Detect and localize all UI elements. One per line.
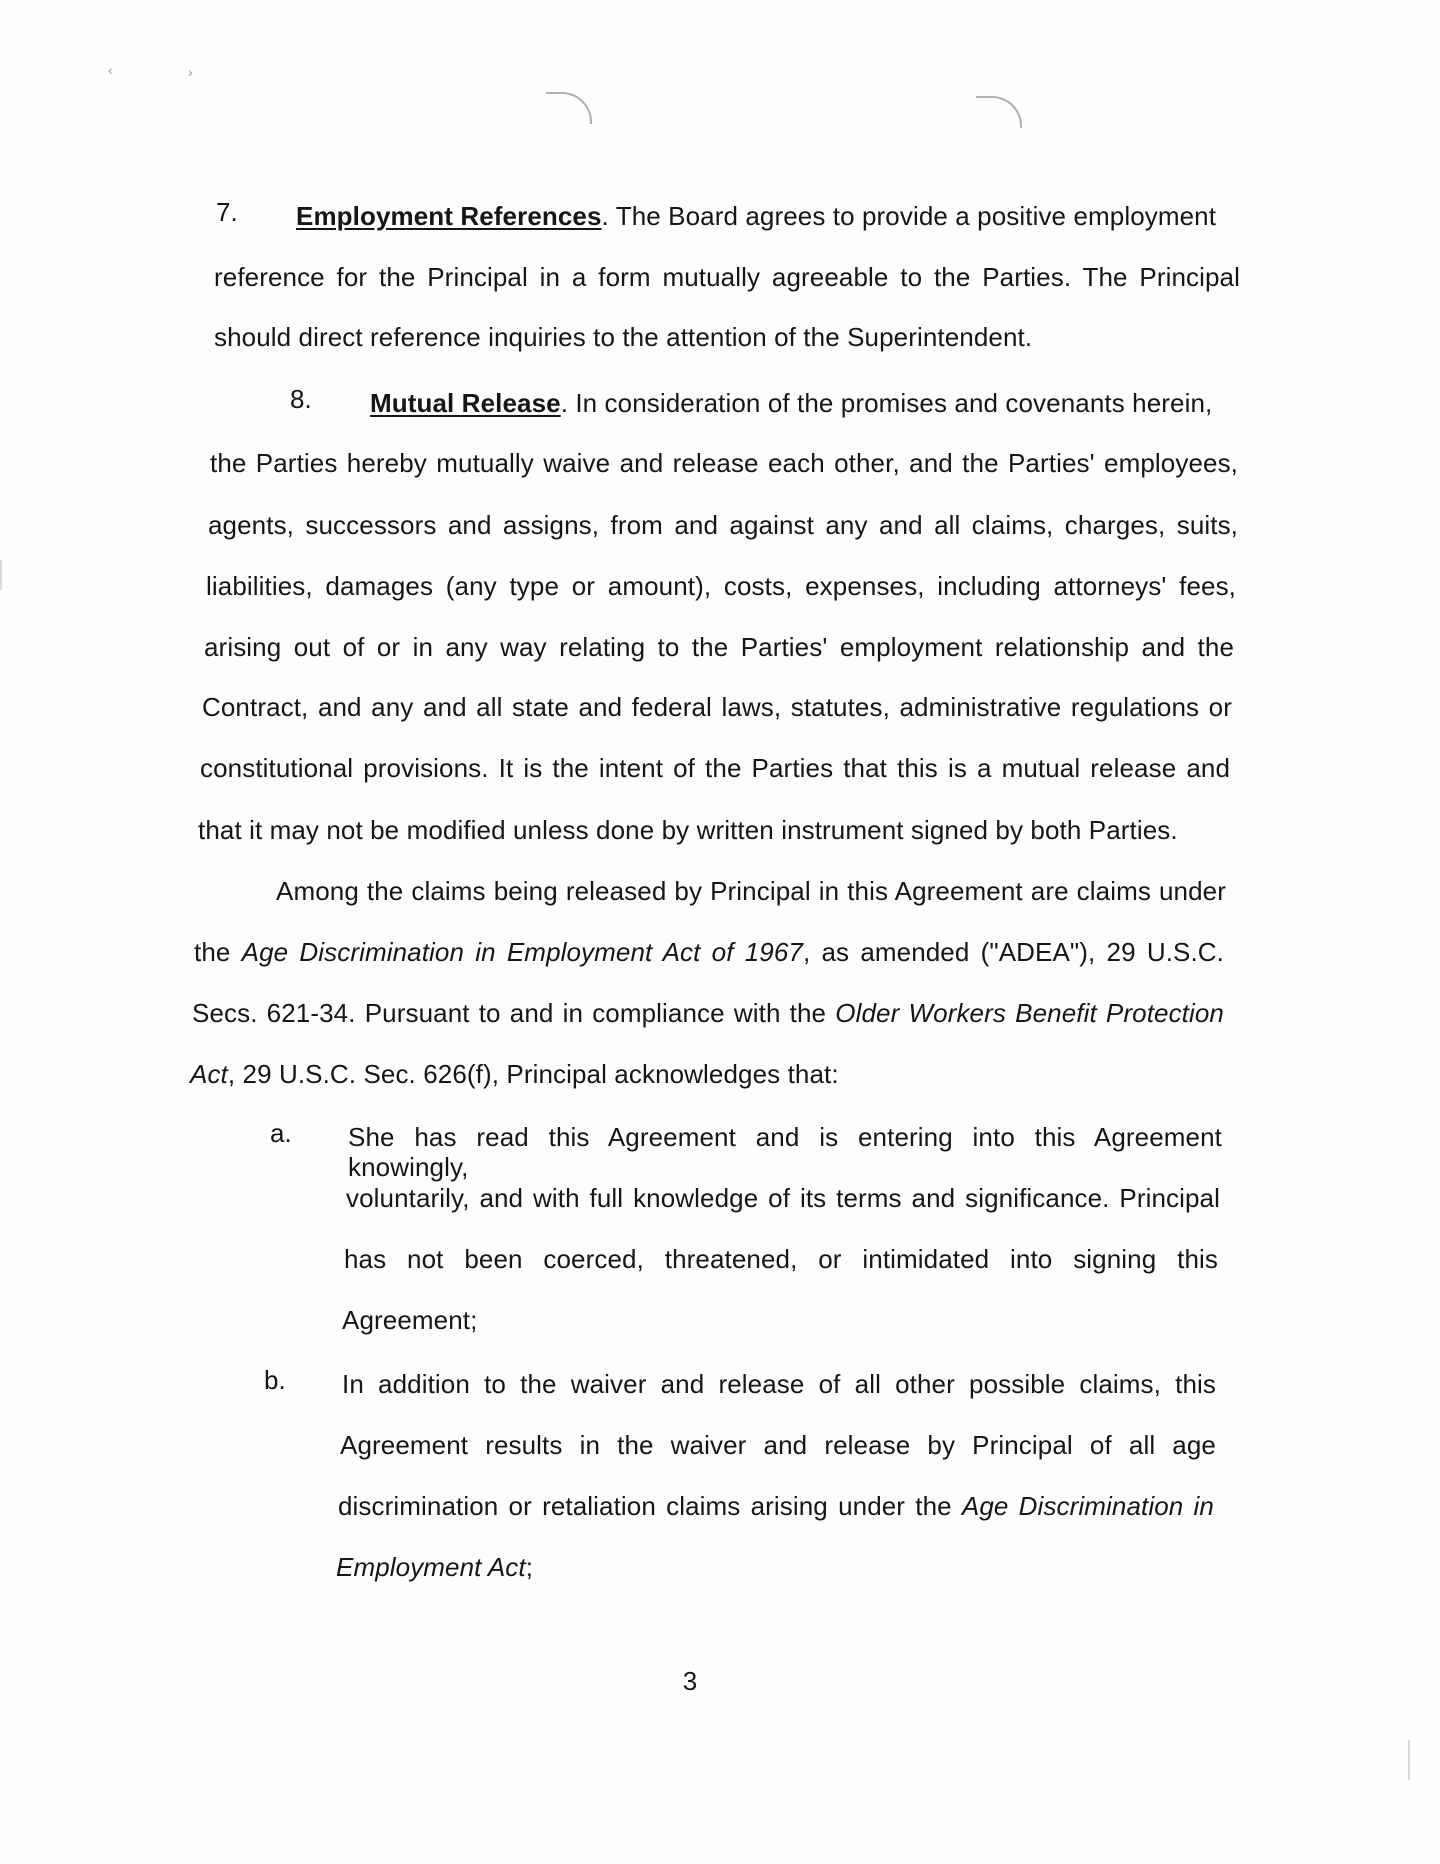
adea-text: the: [194, 937, 242, 967]
item-b-line: Agreement results in the waiver and release by Principal of all age: [340, 1430, 1216, 1460]
scan-mark: ‹: [108, 62, 113, 78]
item-b-line: [338, 1491, 1214, 1521]
item-b-line: In addition to the waiver and release of all other possible claims, this: [342, 1369, 1216, 1399]
section-7-text: . The Board agrees to provide a positive employment: [601, 201, 1217, 231]
item-a-line: Agreement;: [342, 1305, 478, 1335]
item-b-text: discrimination or retaliation claims arising under the: [338, 1491, 962, 1521]
punch-hole-mark: [546, 92, 592, 124]
item-b-text: ;: [525, 1552, 534, 1582]
scan-mark: ›: [188, 64, 193, 80]
item-a-line: She has read this Agreement and is entering into this Agreement knowingly,: [348, 1122, 1222, 1182]
punch-hole-mark: [976, 96, 1022, 128]
adea-act-title: Employment Act: [336, 1552, 526, 1582]
section-8-line: liabilities, damages (any type or amount), costs, expenses, including attorneys' fees,: [206, 571, 1236, 601]
item-a-label: a.: [270, 1118, 292, 1148]
adea-text: , as amended ("ADEA"), 29 U.S.C.: [802, 937, 1224, 967]
adea-text: , 29 U.S.C. Sec. 626(f), Principal acknowledges that:: [227, 1059, 839, 1089]
section-8-heading: Mutual Release: [370, 388, 561, 418]
adea-act-title: Age Discrimination in Employment Act of 1967: [241, 937, 803, 967]
section-8-line: the Parties hereby mutually waive and release each other, and the Parties' employees,: [210, 448, 1238, 478]
section-7-number: 7.: [216, 197, 238, 227]
adea-line: Among the claims being released by Principal in this Agreement are claims under: [276, 876, 1226, 906]
item-b-line: [336, 1552, 533, 1582]
section-8-line: agents, successors and assigns, from and against any and all claims, charges, suits,: [208, 510, 1238, 540]
item-a-line: voluntarily, and with full knowledge of its terms and significance. Principal: [346, 1183, 1220, 1213]
scan-edge-mark: [0, 560, 2, 590]
scan-edge-mark: [1408, 1740, 1410, 1780]
section-7-first-line: [296, 201, 1216, 231]
owbpa-act-title: Older Workers Benefit Protection: [835, 998, 1224, 1028]
item-b-label: b.: [264, 1365, 286, 1395]
adea-act-title: Age Discrimination in: [961, 1491, 1214, 1521]
section-8-line: Contract, and any and all state and federal laws, statutes, administrative regulations or: [202, 692, 1232, 722]
page-number: 3: [682, 1666, 698, 1696]
section-8-line: that it may not be modified unless done by written instrument signed by both Parties.: [198, 815, 1178, 845]
section-7-line: reference for the Principal in a form mutually agreeable to the Parties. The Principal: [214, 262, 1240, 292]
section-8-line: arising out of or in any way relating to the Parties' employment relationship and the: [204, 632, 1234, 662]
section-7-heading: Employment References: [296, 201, 602, 231]
adea-line: [192, 998, 1224, 1028]
section-8-first-line: [370, 388, 1212, 418]
adea-line: [194, 937, 1224, 967]
section-8-number: 8.: [290, 384, 312, 414]
section-7-line: should direct reference inquiries to the attention of the Superintendent.: [214, 322, 1033, 352]
adea-text: Secs. 621-34. Pursuant to and in compliance with the: [192, 998, 836, 1028]
owbpa-act-title: Act: [190, 1059, 228, 1089]
section-8-line: constitutional provisions. It is the intent of the Parties that this is a mutual release and: [200, 753, 1230, 783]
section-8-text: . In consideration of the promises and covenants herein,: [560, 388, 1213, 418]
adea-line: [190, 1059, 839, 1089]
item-a-line: has not been coerced, threatened, or intimidated into signing this: [344, 1244, 1218, 1274]
